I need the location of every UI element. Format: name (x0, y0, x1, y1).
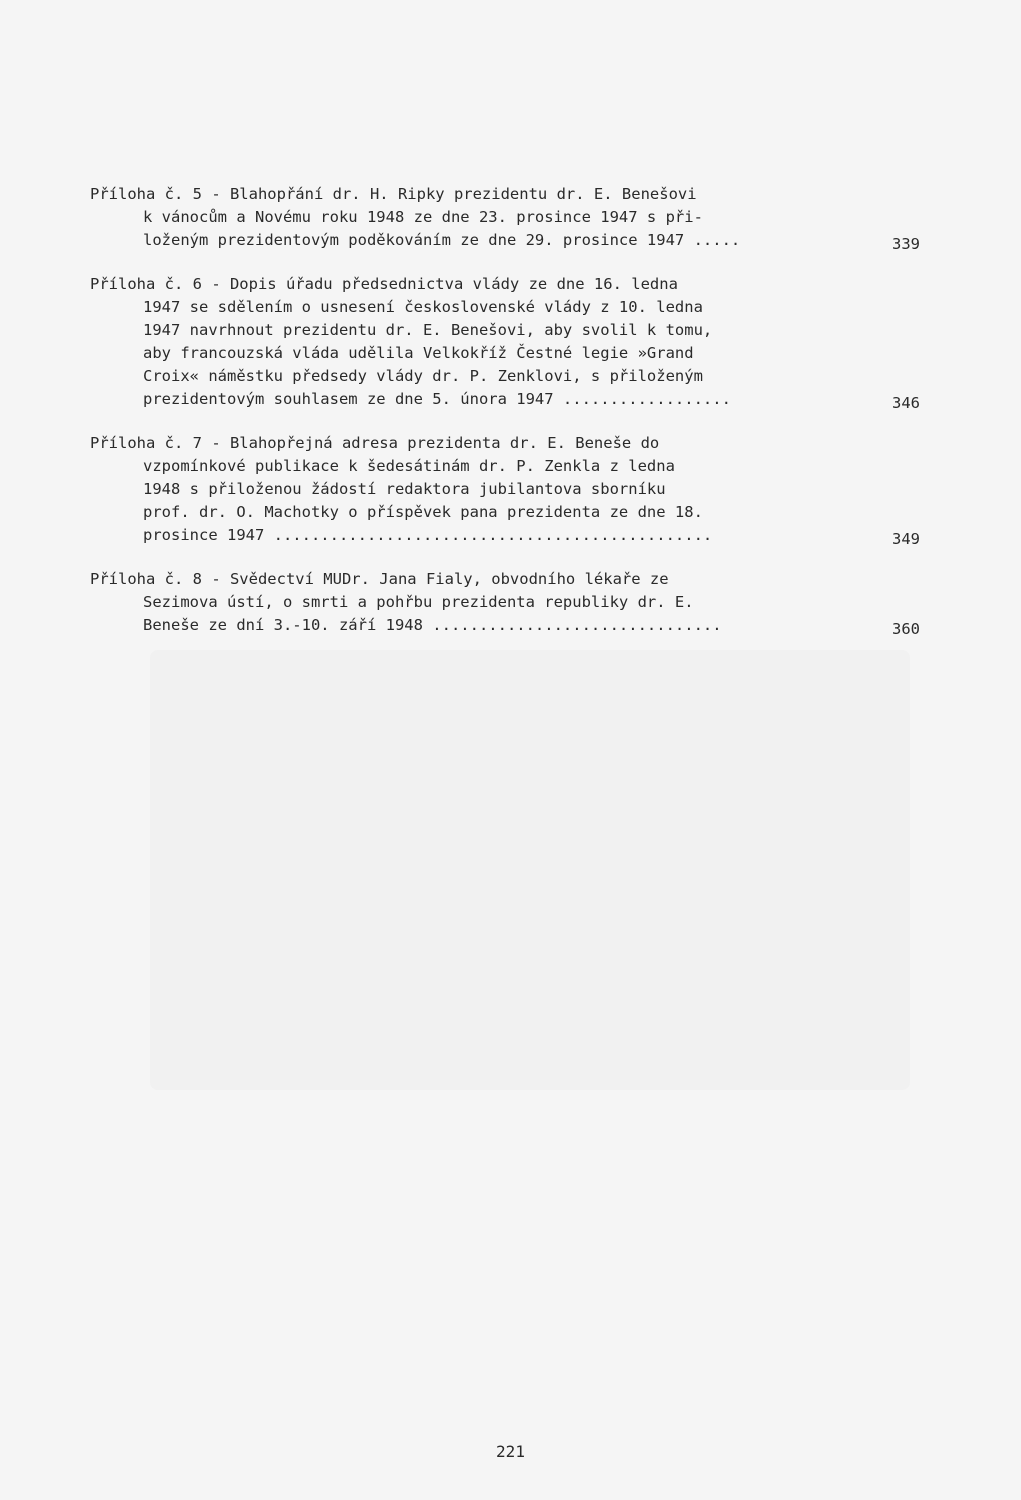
entry-page-number: 349 (892, 530, 920, 548)
entry-text: k vánocům a Novému roku 1948 ze dne 23. prosince 1947 s při- loženým prezidentovým poděkováním ze dne 29. prosince 1947 ..... (143, 208, 741, 249)
appendix-list (90, 183, 930, 658)
entry-heading: Příloha č. 6 - Dopis úřadu předsednictva vlády ze dne 16. ledna (90, 275, 678, 293)
entry-heading: Příloha č. 5 - Blahopřání dr. H. Ripky prezidentu dr. E. Benešovi (90, 185, 697, 203)
appendix-entry (90, 432, 930, 547)
show-through-area (150, 650, 910, 1090)
page-number: 221 (496, 1442, 525, 1461)
entry-text: vzpomínkové publikace k šedesátinám dr. P. Zenkla z ledna 1948 s přiloženou žádostí redaktora jubilantova sborníku prof. dr. O. Machotky o příspěvek pana prezidenta ze dne 18. prosince 1947 ............................................... (143, 457, 713, 544)
entry-page-number: 339 (892, 235, 920, 253)
entry-text: 1947 se sdělením o usnesení československé vlády z 10. ledna 1947 navrhnout prezidentu dr. E. Benešovi, aby svolil k tomu, aby francouzská vláda udělila Velkokříž Čestné legie »Grand Croix« náměstku předsedy vlády dr. P. Zenklovi, s přiloženým prezidentovým souhlasem ze dne 5. února 1947 .................. (143, 298, 731, 408)
appendix-entry (90, 273, 930, 411)
entry-page-number: 346 (892, 394, 920, 412)
appendix-entry (90, 183, 930, 252)
entry-heading: Příloha č. 8 - Svědectví MUDr. Jana Fialy, obvodního lékaře ze (90, 570, 669, 588)
entry-page-number: 360 (892, 620, 920, 638)
entry-heading: Příloha č. 7 - Blahopřejná adresa prezidenta dr. E. Beneše do (90, 434, 660, 452)
appendix-entry (90, 568, 930, 637)
entry-text: Sezimova ústí, o smrti a pohřbu prezidenta republiky dr. E. Beneše ze dní 3.-10. září 1948 ............................... (143, 593, 722, 634)
